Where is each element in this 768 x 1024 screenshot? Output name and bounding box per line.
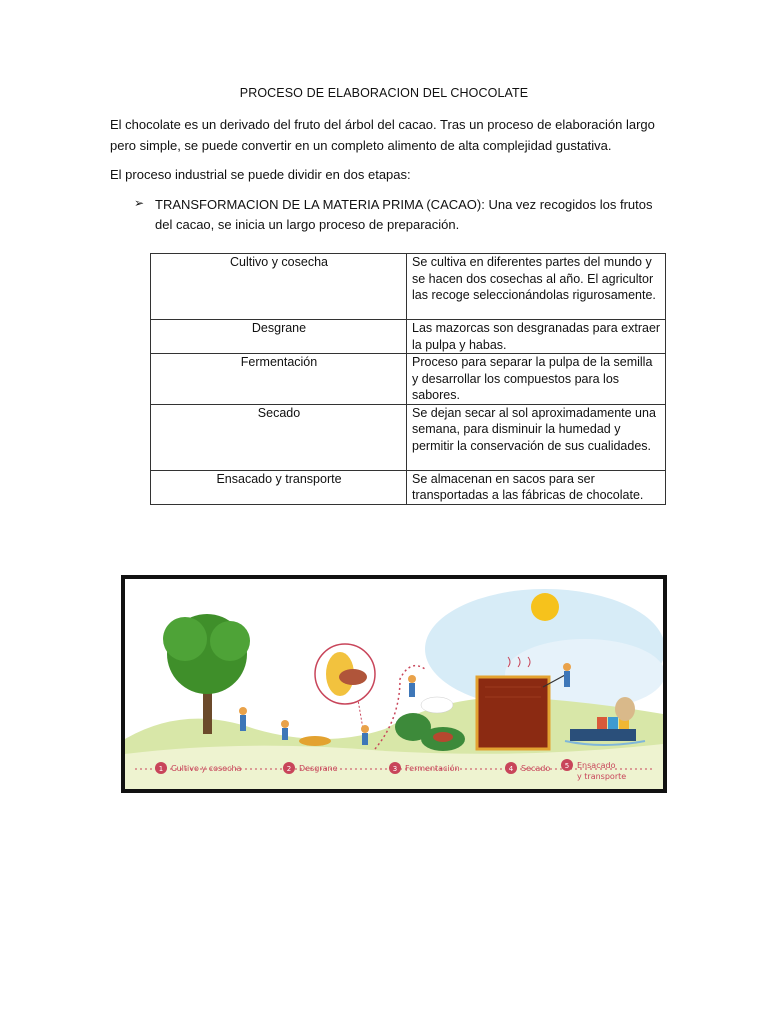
step-name-cell: Desgrane <box>151 320 407 354</box>
tree-leaf-cluster <box>163 617 207 661</box>
table-row <box>151 254 666 320</box>
farmer-icon <box>239 707 247 715</box>
fermenting-beans-icon <box>433 732 453 742</box>
process-table <box>150 253 666 505</box>
step-name-cell: Ensacado y transporte <box>151 470 407 504</box>
document-title: PROCESO DE ELABORACION DEL CHOCOLATE <box>239 86 529 100</box>
step-description-cell: Las mazorcas son desgranadas para extraer la pulpa y habas. <box>407 320 666 354</box>
step-number: 1 <box>158 765 164 773</box>
tree-leaf-cluster <box>210 621 250 661</box>
farmer-icon <box>563 663 571 671</box>
step-number: 2 <box>286 765 292 773</box>
step-name-cell: Fermentación <box>151 354 407 405</box>
table-row <box>151 470 666 504</box>
step-description-cell: Se cultiva en diferentes partes del mundo y se hacen dos cosechas al año. El agricultor las recoge seleccionándolas rigurosamente. <box>407 254 666 320</box>
farmer-body <box>240 715 246 731</box>
step-label: Fermentación <box>405 764 460 773</box>
step-label: Ensacado <box>577 761 616 770</box>
table-row <box>151 354 666 405</box>
step-label: Secado <box>521 764 551 773</box>
step-label-line2: y transporte <box>577 772 627 781</box>
step-description-cell: Se almacenan en sacos para ser transportadas a las fábricas de chocolate. <box>407 470 666 504</box>
step-label: Cultivo y cosecha <box>171 764 242 773</box>
drying-bed-icon <box>477 677 549 749</box>
process-illustration <box>121 575 667 793</box>
stages-intro-paragraph: El proceso industrial se puede dividir en dos etapas: <box>110 167 411 182</box>
step-description-cell: Proceso para separar la pulpa de la semilla y desarrollar los compuestos para los sabores. <box>407 354 666 405</box>
arrow-bullet-icon: ➢ <box>134 196 145 210</box>
step-number: 5 <box>564 762 570 770</box>
step-name-cell: Secado <box>151 404 407 470</box>
cacao-pods-pile <box>299 736 331 746</box>
container-icon <box>597 717 607 729</box>
sun-icon <box>531 593 559 621</box>
farmer-body <box>564 671 570 687</box>
farmer-icon <box>281 720 289 728</box>
step-label: Desgrane <box>299 764 338 773</box>
stage-one-text: TRANSFORMACION DE LA MATERIA PRIMA (CACAO): Una vez recogidos los frutos del cacao, se inicia un largo proceso de preparación. <box>155 197 653 232</box>
cargo-ship-icon <box>570 729 636 741</box>
farmer-body <box>362 733 368 745</box>
white-pulp-beans <box>421 697 453 713</box>
intro-paragraph: El chocolate es un derivado del fruto del árbol del cacao. Tras un proceso de elaboración largo pero simple, se puede convertir en un completo alimento de alta complejidad gustativa. <box>110 117 655 153</box>
step-name-cell: Cultivo y cosecha <box>151 254 407 320</box>
farmer-body <box>282 728 288 740</box>
table-row <box>151 320 666 354</box>
illustration-svg <box>125 579 663 789</box>
container-icon <box>608 717 618 729</box>
sack-icon <box>615 697 635 721</box>
farmer-icon <box>408 675 416 683</box>
table-row <box>151 404 666 470</box>
step-number: 4 <box>508 765 514 773</box>
farmer-body <box>409 683 415 697</box>
cacao-beans-icon <box>339 669 367 685</box>
step-description-cell: Se dejan secar al sol aproximadamente una semana, para disminuir la humedad y permitir la conservación de sus cualidades. <box>407 404 666 470</box>
step-number: 3 <box>392 765 398 773</box>
farmer-icon <box>361 725 369 733</box>
